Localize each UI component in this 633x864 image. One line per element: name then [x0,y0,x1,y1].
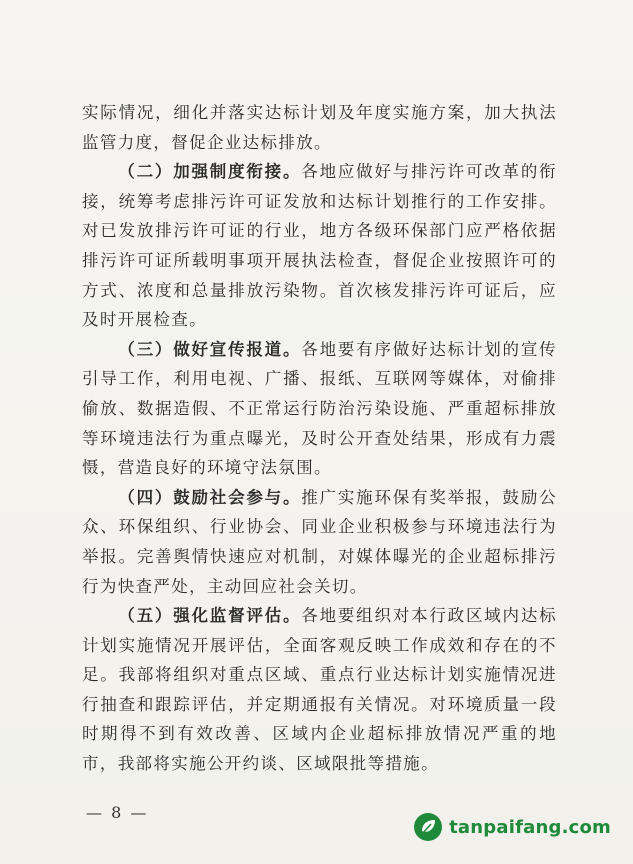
paragraph-1-text: 实际情况，细化并落实达标计划及年度实施方案，加大执法监管力度，督促企业达标排放。 [82,103,557,152]
paragraph-5 [82,601,557,779]
paragraph-5-text: 各地要组织对本行政区域内达标计划实施情况开展评估，全面客观反映工作成效和存在的不足。我部将组织对重点区域、重点行业达标计划实施情况进行抽查和跟踪评估，并定期通报有关情况。对环境质量一段时期得不到有效改善、区域内企业超标排放情况严重的地市，我部将实施公开约谈、区域限批等措施。 [82,606,558,774]
watermark [413,812,611,842]
paragraph-3-text: 各地要有序做好达标计划的宣传引导工作，利用电视、广播、报纸、互联网等媒体，对偷排偷放、数据造假、不正常运行防治污染设施、严重超标排放等环境违法行为重点曝光，及时公开查处结果，形成有力震慑，营造良好的环境守法氛围。 [82,339,558,478]
document-body [82,98,557,779]
paragraph-2 [82,157,557,335]
paragraph-4 [82,483,557,601]
paragraph-4-text: 推广实施环保有奖举报，鼓励公众、环保组织、行业协会、同业企业积极参与环境违法行为举报。完善舆情快速应对机制，对媒体曝光的企业超标排污行为快查严处，主动回应社会关切。 [82,487,558,596]
watermark-text: tanpaifang.com [449,816,611,838]
paragraph-4-heading: （四）鼓励社会参与。 [118,487,302,507]
paragraph-3 [82,335,557,483]
tanpaifang-logo-icon [413,812,443,842]
paragraph-3-heading: （三）做好宣传报道。 [118,339,302,359]
paragraph-1 [82,98,557,157]
paragraph-2-text: 各地应做好与排污许可改革的衔接，统筹考虑排污许可证发放和达标计划推行的工作安排。对已发放排污许可证的行业，地方各级环保部门应严格依据排污许可证所载明事项开展执法检查，督促企业按照许可的方式、浓度和总量排放污染物。首次核发排污许可证后，应及时开展检查。 [82,162,558,330]
paragraph-5-heading: （五）强化监督评估。 [118,606,302,626]
paragraph-2-heading: （二）加强制度衔接。 [118,162,302,182]
page-number: — 8 — [86,803,149,822]
